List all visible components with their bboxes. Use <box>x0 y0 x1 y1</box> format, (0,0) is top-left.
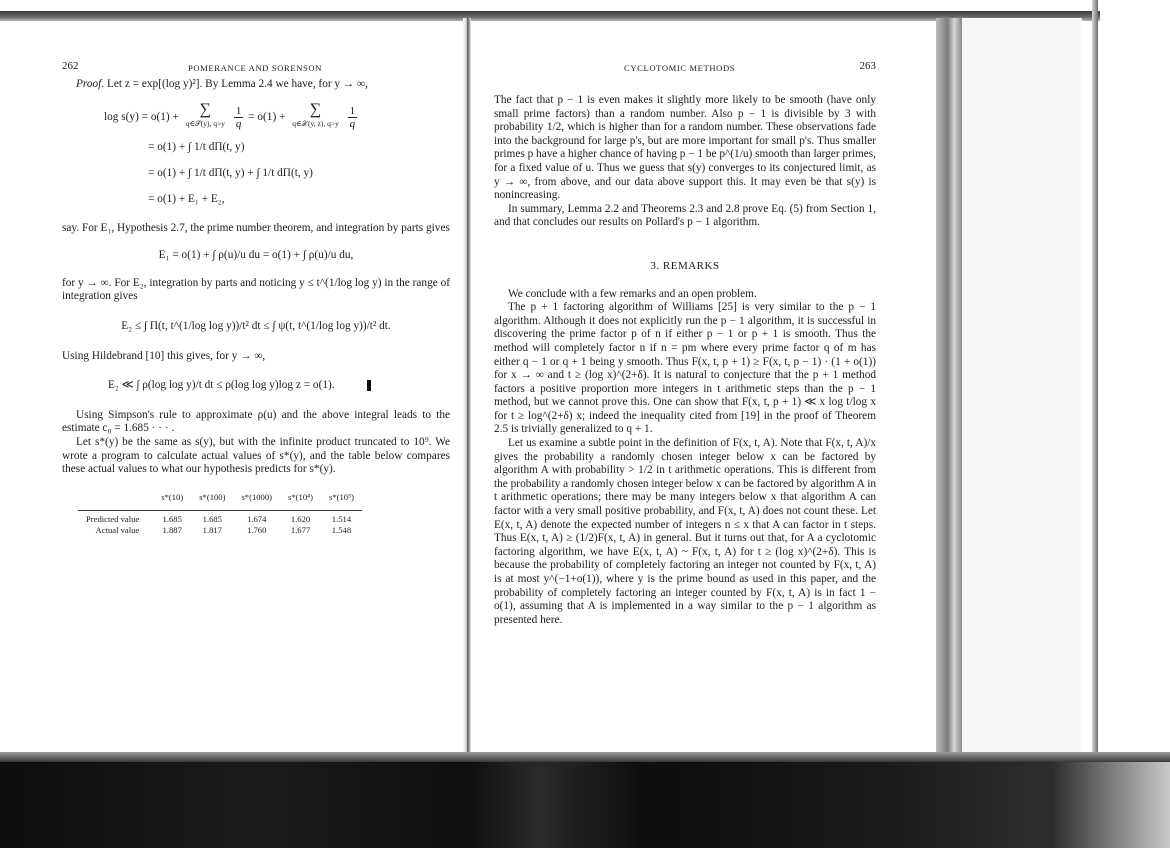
eq1-line3: = o(1) + ∫ 1/t dΠ(t, y) + ∫ 1/t dΠ(t, y) <box>148 166 313 179</box>
eq1-sum-index-1: q∈𝒮(y), q>y <box>185 119 226 128</box>
fraction-1-over-q: $\frac{1}{q}$ <box>235 104 242 130</box>
page-number: 263 <box>859 60 876 72</box>
eq1-sum-index-2: q∈𝒳(y, z), q>y <box>292 119 339 128</box>
row-label: Actual value <box>95 525 140 536</box>
paragraph-e2: for y → ∞. For E₂, integration by parts and noticing y ≤ t^(1/log log y) in the range of integration gives <box>62 276 450 303</box>
paragraph-summary: In summary, Lemma 2.2 and Theorems 2.3 and 2.8 prove Eq. (5) from Section 1, and that concludes our results on Pollard's p − 1 algorithm. <box>494 202 876 229</box>
right-page <box>494 60 876 627</box>
equation-e2: E₂ ≤ ∫ Π(t, t^(1/log log y))/t² dt ≤ ∫ ψ(t, t^(1/log log y))/t² dt. <box>121 319 391 332</box>
table-cell: 1.887 <box>162 525 182 536</box>
table-row <box>78 511 362 526</box>
comparison-table <box>78 491 362 537</box>
table-cell: 1.677 <box>290 525 311 536</box>
running-head: POMERANCE AND SORENSON <box>188 63 323 73</box>
table-cell: 1.817 <box>202 525 222 536</box>
section-title: 3. REMARKS <box>650 259 720 272</box>
proof-label: Proof. <box>76 78 105 90</box>
equation-log-s <box>104 100 450 212</box>
paragraph-hildebrand: Using Hildebrand [10] this gives, for y → ∞, <box>62 349 266 362</box>
eq1-line1-mid: = o(1) + <box>248 110 286 123</box>
table-header-row <box>78 491 362 511</box>
table-cell: 1.685 <box>153 511 191 526</box>
row-label: Predicted value <box>78 511 153 526</box>
eq1-line2: = o(1) + ∫ 1/t dΠ(t, y) <box>148 140 245 153</box>
page-number: 262 <box>62 60 79 72</box>
top-page-shadow <box>0 11 1100 21</box>
paragraph-sstar: Let s*(y) be the same as s(y), but with the infinite product truncated to 10⁹. We wrote a program to calculate actual values of s*(y), and the table below compares these actual values to what our hypothesis predicts for s*(y). <box>62 435 450 476</box>
scan-edge <box>1092 0 1098 848</box>
proof-paragraph <box>62 78 450 92</box>
table-header: s*(1000) <box>241 491 273 502</box>
qed-mark <box>367 380 371 391</box>
paragraph-e1: say. For E₁, Hypothesis 2.7, the prime number theorem, and integration by parts gives <box>62 221 450 234</box>
table-cell: 1.514 <box>321 511 362 526</box>
paragraph-intro: We conclude with a few remarks and an open problem. <box>508 287 757 300</box>
table-header: s*(10⁴) <box>288 491 313 502</box>
paragraph-simpson: Using Simpson's rule to approximate ρ(u) and the above integral leads to the estimate c₀ = 1.685 · · · . <box>62 408 450 435</box>
table-cell: 1.760 <box>247 525 267 536</box>
equation-e2-bound-text: E₂ ≪ ∫ ρ(log log y)/t dt ≤ ρ(log log y)log z = o(1). <box>108 379 335 392</box>
table-header: s*(10⁵) <box>328 491 354 502</box>
table-cell: 1.620 <box>280 511 321 526</box>
proof-intro: Let z = exp[(log y)²]. By Lemma 2.4 we have, for y → ∞, <box>106 78 368 90</box>
scan-bottom-shadow <box>0 752 1170 848</box>
right-page-header <box>494 60 876 78</box>
fraction-1-over-q: $\frac{1}{q}$ <box>349 104 356 130</box>
equation-e2-bound <box>108 379 450 393</box>
eq1-line1-lhs: log s(y) = o(1) + <box>104 110 179 123</box>
table-cell: 1.674 <box>233 511 280 526</box>
paragraph-subtle-point: Let us examine a subtle point in the definition of F(x, t, A). Note that F(x, t, A)/x gives the probability a randomly chosen integer below x can be factored by algorithm A with probability > 1/2 in t arithmetic operations. This is different from the probability a randomly chosen integer below x can be factored by algorithm A in t arithmetic operations; there may be many integers below x that algorithm A can factor with a very small positive probability, and F(x, t, A) does not count these. Let E(x, t, A) denote the expected number of integers n ≤ x that A can factor in t steps. Thus E(x, t, A) ≥ (1/2)F(x, t, A) in general. But it turns out that, for A a cyclotomic factoring algorithm, we have E(x, t, A) ~ F(x, t, A) for t ≥ (log x)^(2+δ). This is because the probability of completely factoring an integer not counted by F(x, t, A) is at most y^(−1+o(1)), where y is the prime bound as used in this paper, and the probability of completely factoring an integer counted by F(x, t, A) is in fact 1 − o(1), assuming that A is implemented in a way similar to the p − 1 algorithm as presented here. <box>494 437 876 626</box>
background-margin <box>962 18 1082 753</box>
table-row <box>78 525 362 536</box>
paragraph-smoothness: The fact that p − 1 is even makes it slightly more likely to be smooth (have only small prime factors) than a random number. Also p − 1 is divisible by 3 with probability 1/2, which is higher than for a random number. These observations fade into the background for large p's, but are more important for small p's. Thus smaller primes p have a higher chance of having p − 1 be p^(1/u) smooth than larger primes, for a fixed value of u. Thus we guess that s(y) converges to its conjectured limit, as y → ∞, from above, and our data above support this. It may even be that s(y) is nonincreasing. <box>494 94 876 202</box>
page-edge-stack <box>936 18 962 753</box>
equation-e1: E₁ = o(1) + ∫ ρ(u)/u du = o(1) + ∫ ρ(u)/u du, <box>158 249 354 262</box>
paragraph-williams: The p + 1 factoring algorithm of Williams [25] is very similar to the p − 1 algorithm. Although it does not explicitly run the p − 1 algorithm, it is successful in discovering the prime factor p of n if either p − 1 or p + 1 is smooth. Thus the method will completely factor n if n = pm where every prime factor q of m has either q − 1 or q + 1 being y smooth. Thus F(x, t, p + 1) ≥ F(x, t, p − 1) · (1 + o(1)) for x → ∞ and t ≥ (log x)^(2+δ). It is natural to conjecture that the p + 1 method factors a positive proportion more integers in t arithmetic steps than the p − 1 method, but we cannot prove this. One can show that F(x, t, p + 1) ≪ x log t/log x for t ≥ log^(2+δ) x; indeed the inequality cited from [19] in the proof of Theorem 2.5 is trivially generalized to q + 1. <box>494 301 876 436</box>
sum-symbol: ∑ <box>309 101 322 118</box>
book-gutter <box>463 18 471 758</box>
eq1-line4: = o(1) + E₁ + E₂, <box>148 192 225 205</box>
running-head: CYCLOTOMIC METHODS <box>624 63 736 73</box>
table-cell: 1.548 <box>331 525 352 536</box>
table-header: s*(10) <box>161 491 184 502</box>
table-header: s*(100) <box>199 491 226 502</box>
table-corner <box>78 491 153 511</box>
table-cell: 1.685 <box>191 511 233 526</box>
left-page-header <box>62 60 450 78</box>
left-page <box>62 60 450 536</box>
sum-symbol: ∑ <box>199 101 212 118</box>
